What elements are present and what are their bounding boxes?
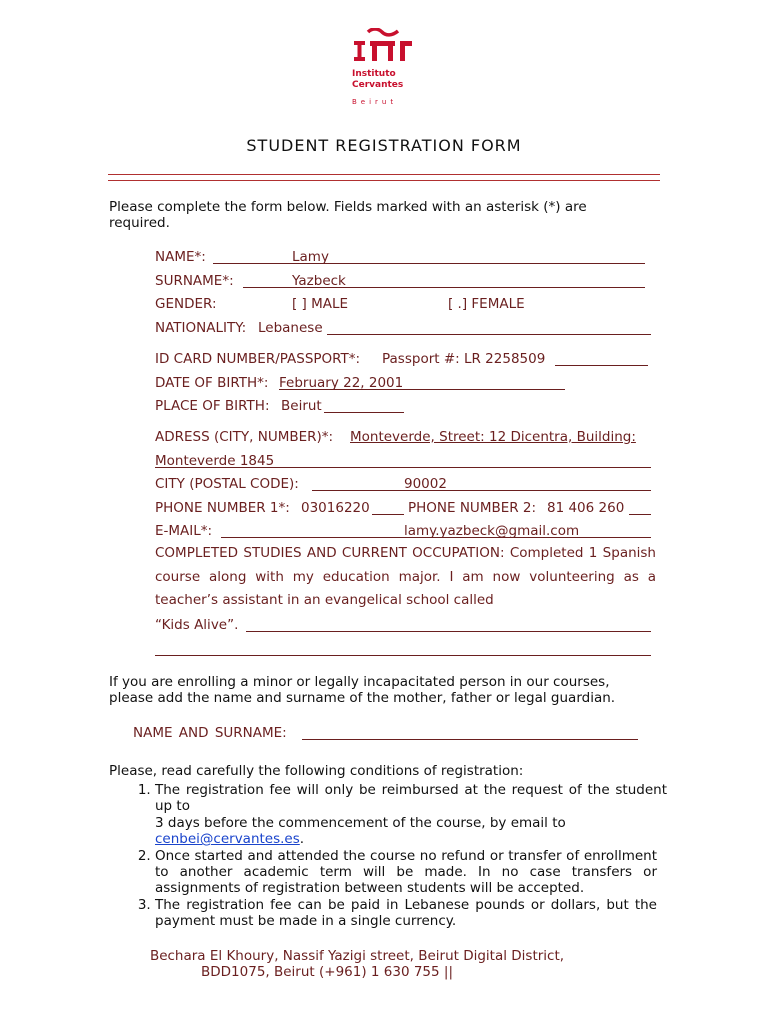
- name-field: [155, 248, 206, 266]
- surname-field: [155, 272, 234, 290]
- surname-label: SURNAME*:: [155, 273, 234, 289]
- id-value: Passport #: LR 2258509: [382, 351, 546, 367]
- condition-1: [155, 782, 667, 848]
- studies-value-end: “Kids Alive”.: [155, 617, 239, 633]
- instituto-cervantes-logo: [352, 28, 416, 110]
- condition-1-text-a: The registration fee will only be reimbursed at the request of the student up to: [155, 782, 667, 815]
- studies-value: Completed 1 Spanish course along with my education major. I am now volunteering as a teacher’s assistant in an evangelical school called: [155, 545, 656, 608]
- city-value: 90002: [404, 476, 447, 492]
- gender-label: GENDER:: [155, 296, 217, 312]
- logo-line-1: Instituto: [352, 69, 396, 79]
- studies-input[interactable]: [246, 616, 651, 632]
- email-label: E-MAIL*:: [155, 523, 213, 539]
- guardian-input[interactable]: [302, 724, 638, 740]
- footer-address-line-2: BDD1075, Beirut (+961) 1 630 755 ||: [201, 964, 453, 980]
- logo-city: Beirut: [352, 98, 398, 106]
- condition-1-text-b: 3 days before the commencement of the course, by email to: [155, 814, 566, 831]
- gender-male-checkbox[interactable]: [ ] MALE: [292, 296, 349, 312]
- phone1-value: 03016220: [301, 500, 370, 516]
- name-input[interactable]: [213, 248, 645, 264]
- minor-note: If you are enrolling a minor or legally incapacitated person in our courses, please add the name and surname of the mother, father or legal guardian.: [109, 674, 616, 706]
- studies-block: [155, 542, 656, 613]
- surname-value: Yazbeck: [292, 273, 346, 289]
- dob-label: DATE OF BIRTH*:: [155, 375, 269, 391]
- studies-input-extra[interactable]: [155, 640, 651, 656]
- phone1-input[interactable]: [372, 499, 404, 515]
- gender-female-checkbox[interactable]: [ .] FEMALE: [448, 296, 525, 312]
- id-label: ID CARD NUMBER/PASSPORT*:: [155, 351, 361, 367]
- pob-label: PLACE OF BIRTH:: [155, 398, 270, 414]
- address-value-line-1: Monteverde, Street: 12 Dicentra, Building:: [350, 429, 636, 445]
- page-title: STUDENT REGISTRATION FORM: [246, 136, 522, 155]
- studies-label: COMPLETED STUDIES AND CURRENT OCCUPATION:: [155, 545, 505, 561]
- city-label: CITY (POSTAL CODE):: [155, 476, 299, 492]
- logo-line-2: Cervantes: [352, 80, 404, 90]
- pob-input[interactable]: [324, 397, 404, 413]
- pob-value: Beirut: [281, 398, 322, 414]
- phone2-label: PHONE NUMBER 2:: [408, 500, 537, 516]
- guardian-label: NAME AND SURNAME:: [133, 725, 287, 741]
- condition-3: 3. The registration fee can be paid in Lebanese pounds or dollars, but the payment must be made in a single currency.: [155, 897, 667, 930]
- cervantes-emblem-icon: [354, 28, 414, 66]
- name-label: NAME*:: [155, 249, 206, 265]
- nationality-input[interactable]: [327, 319, 651, 335]
- phone2-input[interactable]: [629, 499, 651, 515]
- footer-address-line-1: Bechara El Khoury, Nassif Yazigi street, Beirut Digital District,: [149, 948, 565, 964]
- title-divider: [108, 174, 660, 181]
- address-label: ADRESS (CITY, NUMBER)*:: [155, 429, 334, 445]
- nationality-label: NATIONALITY:: [155, 320, 247, 336]
- name-value: Lamy: [292, 249, 329, 265]
- contact-email-link[interactable]: cenbei@cervantes.es: [155, 831, 300, 848]
- city-input[interactable]: [312, 475, 651, 491]
- address-value-line-2: Monteverde 1845: [155, 453, 275, 469]
- phone1-label: PHONE NUMBER 1*:: [155, 500, 290, 516]
- conditions-list: [109, 782, 667, 930]
- conditions-intro: Please, read carefully the following conditions of registration:: [109, 763, 524, 779]
- condition-1-end: .: [299, 831, 305, 848]
- id-input[interactable]: [555, 350, 648, 366]
- intro-text: Please complete the form below. Fields marked with an asterisk (*) are required.: [109, 199, 587, 231]
- email-value: lamy.yazbeck@gmail.com: [404, 523, 580, 539]
- nationality-value: Lebanese: [258, 320, 323, 336]
- condition-2: 2. Once started and attended the course no refund or transfer of enrollment to another academic term will be made. In no case transfers or assignments of registration between students will be accepted.: [155, 848, 667, 897]
- phone2-value: 81 406 260: [547, 500, 625, 516]
- dob-value: February 22, 2001: [279, 375, 404, 391]
